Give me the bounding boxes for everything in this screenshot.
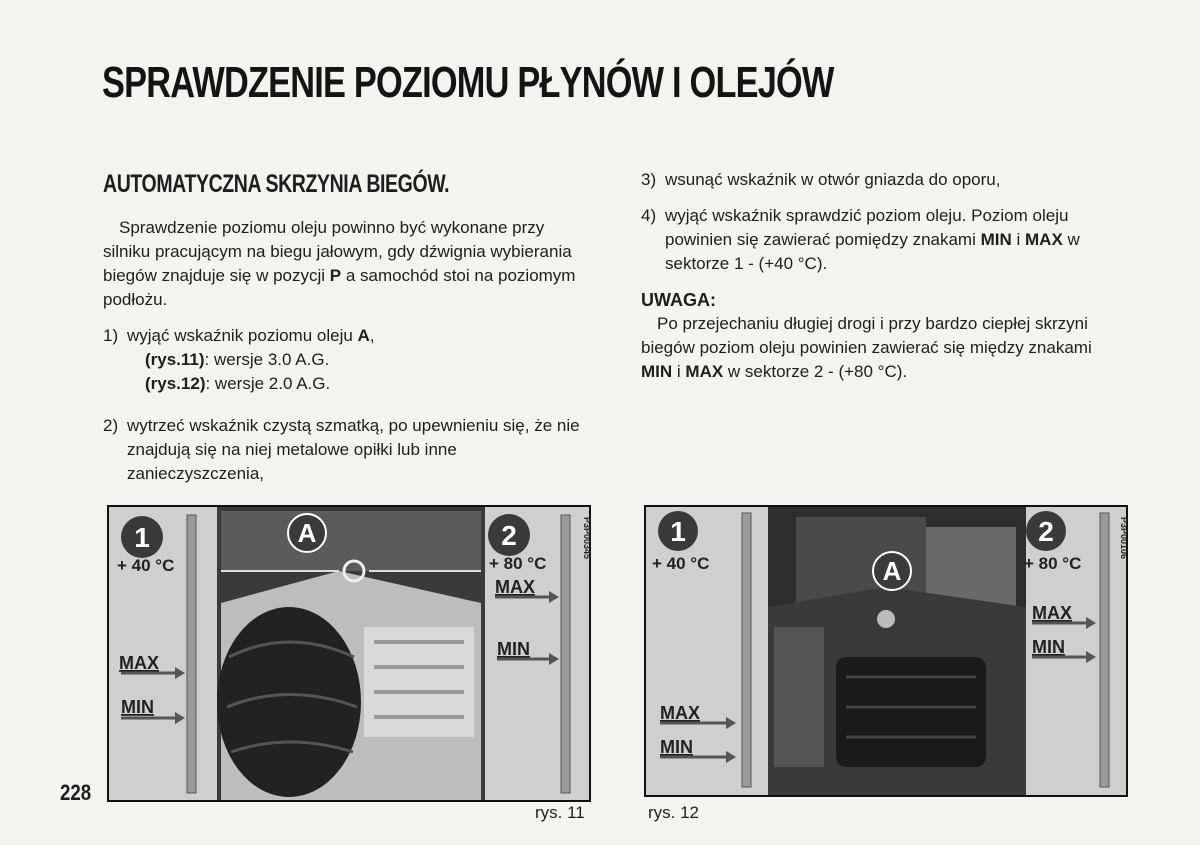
intro-paragraph: Sprawdzenie poziomu oleju powinno być wykonane przy silniku pracującym na biegu jałowym, gdy dźwignia wybierania biegów znajduje się w pozycji P a samochód stoi na poziomym podłożu. <box>103 218 576 309</box>
step-1-version-3: (rys.11): wersje 3.0 A.G. <box>145 350 330 369</box>
section-heading: AUTOMATYCZNA SKRZYNIA BIEGÓW. <box>103 170 450 198</box>
code-label: P3P00106 <box>1119 517 1129 560</box>
right-column <box>641 168 1125 384</box>
min-label-sector-1: MIN <box>660 737 693 757</box>
dipstick-left <box>187 515 196 793</box>
max-label-sector-2: MAX <box>495 577 535 597</box>
dipstick-left <box>742 513 751 787</box>
temp-40-label: + 40 °C <box>117 556 175 575</box>
badge-sector-2: 2 <box>1038 516 1054 547</box>
left-column <box>103 216 588 486</box>
badge-sector-2: 2 <box>501 520 517 551</box>
badge-dipstick-a: A <box>882 556 902 586</box>
max-label-sector-1: MAX <box>119 653 159 673</box>
min-label-sector-2: MIN <box>497 639 530 659</box>
figure-11-caption: rys. 11 <box>535 803 585 822</box>
min-label-sector-1: MIN <box>121 697 154 717</box>
temp-40-label: + 40 °C <box>652 554 710 573</box>
step-1: 1) wyjąć wskaźnik poziomu oleju A, (rys.11): wersje 3.0 A.G. (rys.12): wersje 2.0 A.G. <box>103 324 588 396</box>
badge-sector-1: 1 <box>134 522 150 553</box>
temp-80-label: + 80 °C <box>489 554 547 573</box>
figure-11-image <box>107 505 591 802</box>
warning-text: Po przejechaniu długiej drogi i przy bardzo ciepłej skrzyni biegów poziom oleju powinien zawierać się między znakami MIN i MAX w sektorze 2 - (+80 °C). <box>641 314 1092 381</box>
badge-sector-1: 1 <box>670 516 686 547</box>
step-1-version-2: (rys.12): wersje 2.0 A.G. <box>145 374 331 393</box>
figure-12-image <box>644 505 1128 797</box>
page-title: SPRAWDZENIE POZIOMU PŁYNÓW I OLEJÓW <box>102 58 834 107</box>
warning-heading: UWAGA: <box>641 290 716 310</box>
badge-dipstick-a: A <box>297 518 317 548</box>
step-4: 4) wyjąć wskaźnik sprawdzić poziom oleju. Poziom oleju powinien się zawierać pomiędzy znakami MIN i MAX w sektorze 1 - (+40 °C). <box>641 206 1080 273</box>
step-2: 2) wytrzeć wskaźnik czystą szmatką, po upewnieniu się, że nie znajdują się na niej metalowe opiłki lub inne zanieczyszczenia, <box>103 416 580 483</box>
figure-12-caption: rys. 12 <box>648 803 700 822</box>
temp-80-label: + 80 °C <box>1024 554 1082 573</box>
code-label: P3P00345 <box>582 517 592 560</box>
max-label-sector-1: MAX <box>660 703 700 723</box>
dipstick-right <box>1100 513 1109 787</box>
page-number: 228 <box>60 780 92 805</box>
dipstick-right <box>561 515 570 793</box>
max-label-sector-2: MAX <box>1032 603 1072 623</box>
min-label-sector-2: MIN <box>1032 637 1065 657</box>
step-3: 3) wsunąć wskaźnik w otwór gniazda do oporu, <box>641 170 1001 189</box>
